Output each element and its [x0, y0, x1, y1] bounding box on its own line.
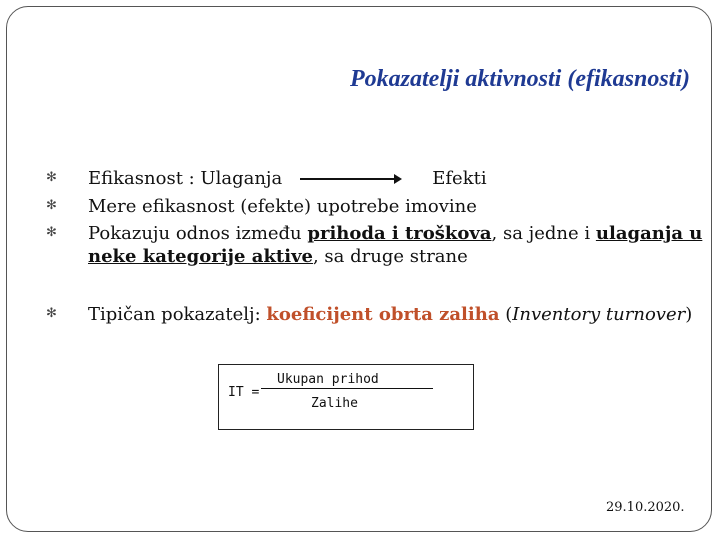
bullet-icon: ✻ — [46, 197, 57, 213]
bullet-text: , sa druge strane — [312, 245, 468, 267]
bullet-icon: ✻ — [46, 306, 57, 321]
bullet-item — [46, 304, 706, 327]
formula-box — [218, 364, 474, 430]
formula-lhs: IT = — [228, 385, 260, 400]
bullet-text: , sa jedne i — [491, 223, 596, 244]
bullet-text: ) — [685, 304, 693, 325]
slide-date: 29.10.2020. — [606, 500, 685, 515]
bullet-text: Tipičan pokazatelj: — [88, 304, 267, 325]
formula-denominator: Zalihe — [311, 396, 358, 411]
bullet-item — [46, 223, 706, 268]
english-term: Inventory turnover — [512, 304, 686, 325]
formula-numerator: Ukupan prihod — [277, 372, 379, 387]
fraction-line — [261, 388, 433, 389]
slide-title: Pokazatelji aktivnosti (efikasnosti) — [350, 66, 690, 92]
underlined-term: prihoda i troškova — [307, 223, 492, 244]
bullet-icon: ✻ — [46, 225, 57, 240]
bullet-icon: ✻ — [46, 170, 57, 185]
underlined-term: ulaganja u neke kategorije aktive — [88, 223, 703, 267]
bullet-text: Mere efikasnost (efekte) upotrebe imovine — [88, 195, 477, 217]
highlighted-term: koeficijent obrta zaliha — [266, 304, 500, 325]
bullet-text: Efekti — [432, 168, 487, 189]
bullet-text: ( — [499, 304, 513, 325]
right-arrow-icon — [300, 178, 400, 180]
bullet-item — [46, 168, 706, 191]
bullet-list — [46, 168, 706, 332]
bullet-text: Efikasnost : Ulaganja — [88, 168, 283, 189]
bullet-text: Pokazuju odnos između — [88, 223, 308, 244]
bullet-item — [46, 196, 706, 219]
